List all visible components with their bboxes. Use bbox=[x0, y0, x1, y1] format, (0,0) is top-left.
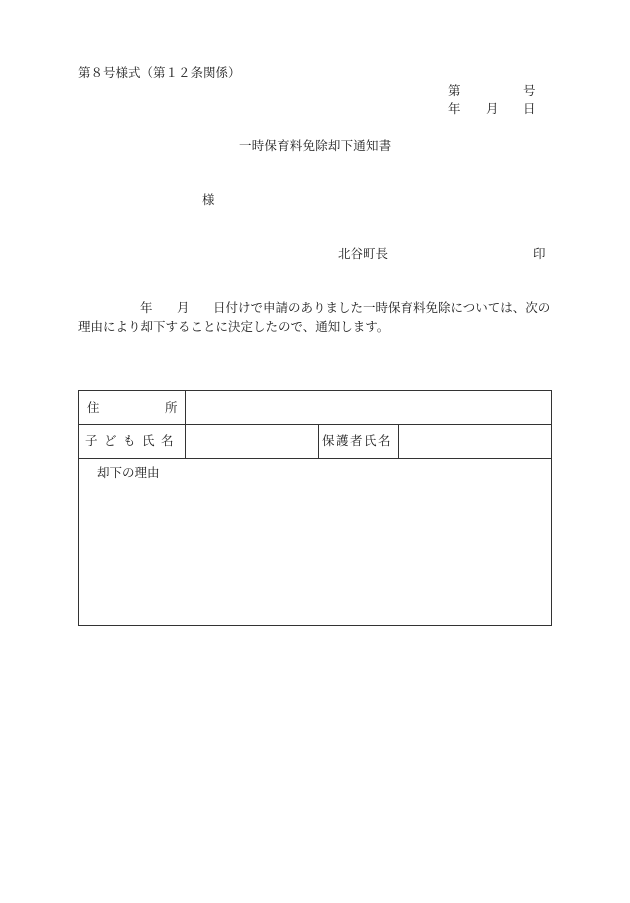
date-year-label: 年 bbox=[448, 101, 461, 116]
issuer-name: 北谷町長 bbox=[338, 246, 389, 261]
document-number-prefix: 第 bbox=[448, 83, 461, 98]
rejection-reason-label: 却下の理由 bbox=[97, 465, 160, 480]
form-number: 第８号様式（第１２条関係） bbox=[78, 65, 241, 80]
address-field[interactable] bbox=[186, 391, 551, 424]
guardian-name-field[interactable] bbox=[399, 425, 551, 458]
seal-mark: 印 bbox=[533, 246, 546, 261]
table-column-divider bbox=[318, 424, 319, 458]
date-month-label: 月 bbox=[486, 101, 499, 116]
child-name-field[interactable] bbox=[186, 425, 318, 458]
guardian-name-label: 保護者氏名 bbox=[322, 433, 393, 448]
document-number-suffix: 号 bbox=[523, 83, 536, 98]
body-year-label: 年 bbox=[140, 300, 153, 315]
form-table bbox=[78, 390, 552, 626]
address-label-part1: 住 bbox=[87, 400, 100, 415]
child-name-label: 子ども氏名 bbox=[85, 433, 181, 448]
rejection-reason-field[interactable] bbox=[79, 459, 551, 625]
body-text-line1: 日付けで申請のありました一時保育料免除については、次の bbox=[213, 300, 551, 315]
date-day-label: 日 bbox=[523, 101, 536, 116]
body-text-line2: 理由により却下することに決定したので、通知します。 bbox=[78, 319, 390, 334]
addressee-honorific: 様 bbox=[202, 192, 215, 207]
body-month-label: 月 bbox=[177, 300, 190, 315]
document-title: 一時保育料免除却下通知書 bbox=[239, 138, 392, 153]
address-label-part2: 所 bbox=[165, 400, 178, 415]
